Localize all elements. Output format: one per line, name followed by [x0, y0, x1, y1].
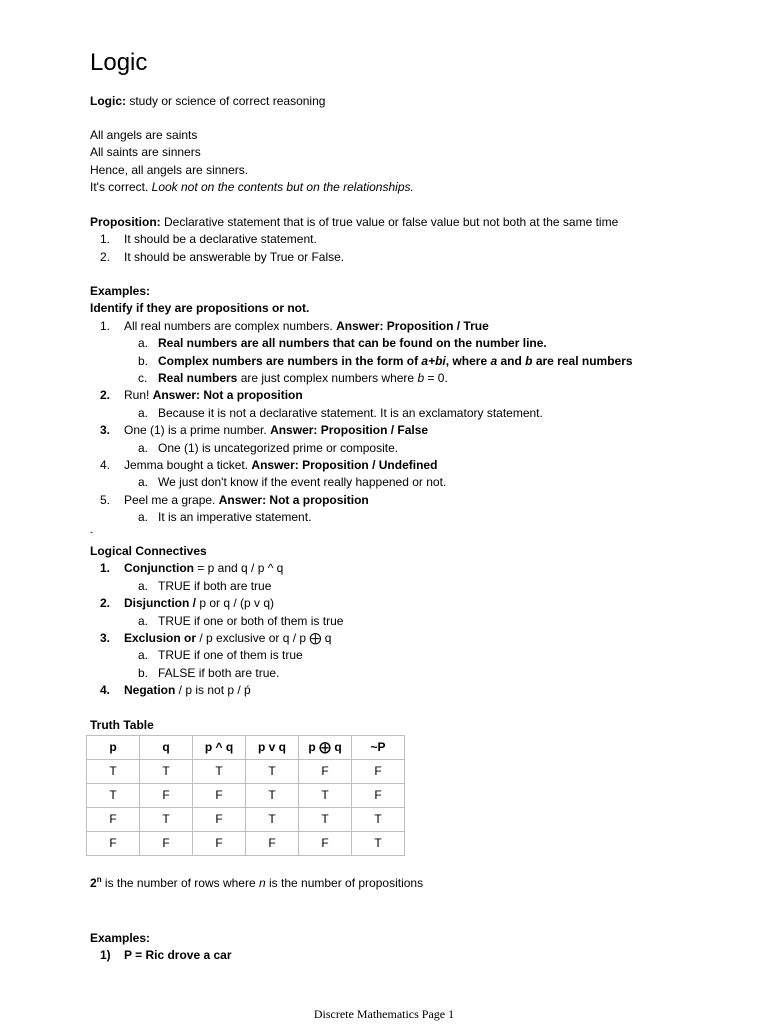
examples-prompt: Identify if they are propositions or not. [90, 301, 310, 316]
sub-list-item [90, 440, 730, 457]
list-text: Jemma bought a ticket. [124, 457, 252, 472]
list-text: , where [445, 353, 491, 368]
list-marker: 1. [100, 561, 111, 576]
sub-list-item [90, 335, 730, 352]
list-marker: b. [138, 353, 149, 368]
table-cell: T [246, 784, 299, 808]
list-item [90, 560, 730, 577]
syllogism-line: All angels are saints [90, 128, 198, 142]
list-marker: 1. [100, 232, 111, 247]
answer-label: Answer: Proposition / Undefined [251, 457, 438, 472]
examples-heading: Examples: [90, 284, 151, 298]
proposition-section [90, 214, 730, 266]
syllogism-note: Look not on the contents but on the relationships. [151, 180, 414, 195]
list-text: are real numbers [532, 353, 633, 368]
list-text: P = Ric drove a car [124, 948, 232, 963]
list-marker: b. [138, 665, 149, 680]
sub-list-item [90, 578, 730, 595]
list-text: TRUE if one or both of them is true [158, 613, 344, 628]
list-marker: a. [138, 336, 149, 351]
list-marker: a. [138, 578, 149, 593]
list-text: are numbers in the form of [262, 353, 422, 368]
table-row [87, 808, 405, 832]
connective-notation: p or q / (p v q) [196, 596, 275, 611]
page-title: Logic [90, 49, 148, 76]
logic-term: Logic: [90, 94, 126, 108]
table-cell: F [140, 832, 193, 856]
variable: b [417, 370, 425, 385]
rows-text: is the number of propositions [265, 876, 424, 890]
logic-definition-text: study or science of correct reasoning [126, 94, 326, 108]
list-item [90, 595, 730, 612]
sub-list-item [90, 405, 730, 422]
table-row [87, 760, 405, 784]
list-text: It should be a declarative statement. [124, 232, 317, 247]
list-marker: 1) [100, 948, 111, 963]
table-cell: T [352, 808, 405, 832]
list-marker: 3. [100, 423, 111, 438]
table-cell: F [246, 832, 299, 856]
table-cell: T [299, 808, 352, 832]
sub-list-item [90, 665, 730, 682]
table-cell: F [87, 832, 140, 856]
answer-label: Answer: Proposition / False [270, 423, 429, 438]
list-text: We just don't know if the event really happened or not. [158, 475, 447, 490]
list-item [90, 492, 730, 509]
connective-notation: / p is not p / ṕ [175, 683, 251, 698]
answer-label: Answer: Not a proposition [218, 492, 369, 507]
list-marker: a. [138, 648, 149, 663]
list-text: Real numbers are all numbers that can be found on the number line. [158, 336, 547, 351]
list-item [90, 947, 730, 964]
table-cell: F [193, 808, 246, 832]
table-row [87, 832, 405, 856]
connective-name: Exclusion or [124, 630, 197, 645]
connective-name: Conjunction [124, 561, 194, 576]
list-text: Because it is not a declarative statement. It is an exclamatory statement. [158, 405, 543, 420]
list-item [90, 630, 730, 647]
sub-list-item [90, 353, 730, 370]
list-item [90, 231, 730, 248]
examples-heading: Examples: [90, 931, 151, 945]
list-text: are just complex numbers where [237, 370, 418, 385]
truth-table [86, 735, 405, 856]
examples-section-2 [90, 930, 730, 965]
list-marker: a. [138, 440, 149, 455]
formula: a+bi [421, 353, 446, 368]
table-cell: T [352, 832, 405, 856]
list-text: It should be answerable by True or False. [124, 249, 345, 264]
table-header-cell: p v q [246, 736, 299, 760]
table-row [87, 784, 405, 808]
table-header-cell: ~P [352, 736, 405, 760]
connectives-section [90, 543, 730, 700]
rows-note [90, 875, 730, 892]
table-header-cell: q [140, 736, 193, 760]
list-text: Run! [124, 388, 153, 403]
sub-list-item [90, 370, 730, 387]
rows-base: 2 [90, 876, 97, 890]
table-header-row [87, 736, 405, 760]
connective-name: Negation [124, 683, 176, 698]
table-cell: T [140, 760, 193, 784]
list-text: = 0. [424, 370, 448, 385]
logic-definition [90, 93, 730, 110]
connective-name: Disjunction / [124, 596, 196, 611]
sub-list-item [90, 509, 730, 526]
table-cell: T [193, 760, 246, 784]
table-cell: T [140, 808, 193, 832]
syllogism-line: Hence, all angels are sinners. [90, 162, 249, 177]
proposition-term: Proposition: [90, 215, 161, 229]
list-text: Complex numbers [158, 353, 263, 368]
sub-list-item [90, 647, 730, 664]
table-cell: F [193, 832, 246, 856]
rows-exponent: n [96, 875, 102, 884]
list-marker: a. [138, 475, 149, 490]
list-marker: 2. [100, 249, 111, 264]
list-text: FALSE if both are true. [158, 665, 280, 680]
table-cell: T [246, 808, 299, 832]
list-item [90, 387, 730, 404]
sub-list-item [90, 613, 730, 630]
table-cell: F [299, 832, 352, 856]
list-text: TRUE if one of them is true [158, 648, 303, 663]
list-marker: 1. [100, 318, 111, 333]
list-marker: a. [138, 613, 149, 628]
list-marker: 4. [100, 683, 111, 698]
list-marker: 4. [100, 457, 111, 472]
list-marker: 2. [100, 596, 111, 611]
variable: n [258, 876, 266, 890]
table-cell: F [352, 784, 405, 808]
truth-table-heading: Truth Table [90, 718, 154, 732]
variable: b [525, 353, 533, 368]
table-cell: F [352, 760, 405, 784]
list-marker: a. [138, 405, 149, 420]
syllogism-conclusion: It's correct. [90, 180, 152, 195]
page-footer: Discrete Mathematics Page 1 [313, 1007, 455, 1021]
list-marker: 3. [100, 630, 111, 645]
syllogism-example [90, 127, 730, 197]
list-text: Peel me a grape. [124, 492, 219, 507]
connectives-heading: Logical Connectives [90, 544, 207, 558]
connective-notation: / p exclusive or q / p ⨁ q [196, 630, 332, 645]
table-cell: T [246, 760, 299, 784]
sub-list-item [90, 474, 730, 491]
connective-notation: = p and q / p ^ q [193, 561, 284, 576]
list-text: Real numbers [158, 370, 238, 385]
table-header-cell: p ⨁ q [299, 736, 352, 760]
table-header-cell: p ^ q [193, 736, 246, 760]
list-text: One (1) is uncategorized prime or composite. [158, 440, 399, 455]
table-header-cell: p [87, 736, 140, 760]
list-marker: a. [138, 510, 149, 525]
list-item [90, 457, 730, 474]
list-marker: c. [138, 370, 148, 385]
list-text: TRUE if both are true [158, 578, 272, 593]
list-text: and [497, 353, 526, 368]
table-cell: F [193, 784, 246, 808]
list-text: One (1) is a prime number. [124, 423, 271, 438]
variable: a [490, 353, 498, 368]
list-item [90, 318, 730, 335]
syllogism-line: All saints are sinners [90, 145, 201, 160]
list-item [90, 249, 730, 266]
table-cell: T [87, 760, 140, 784]
table-cell: T [87, 784, 140, 808]
examples-section [90, 283, 730, 526]
table-cell: F [140, 784, 193, 808]
list-item [90, 682, 730, 699]
table-cell: F [299, 760, 352, 784]
list-text: All real numbers are complex numbers. [124, 318, 337, 333]
list-text: It is an imperative statement. [158, 510, 312, 525]
answer-label: Answer: Not a proposition [152, 388, 303, 403]
table-cell: F [87, 808, 140, 832]
rows-text: is the number of rows where [101, 876, 259, 890]
table-cell: T [299, 784, 352, 808]
list-item [90, 422, 730, 439]
stray-mark: - [90, 527, 93, 537]
proposition-definition: Declarative statement that is of true value or false value but not both at the same time [160, 215, 619, 229]
answer-label: Answer: Proposition / True [336, 318, 489, 333]
list-marker: 5. [100, 492, 111, 507]
list-marker: 2. [100, 388, 111, 403]
